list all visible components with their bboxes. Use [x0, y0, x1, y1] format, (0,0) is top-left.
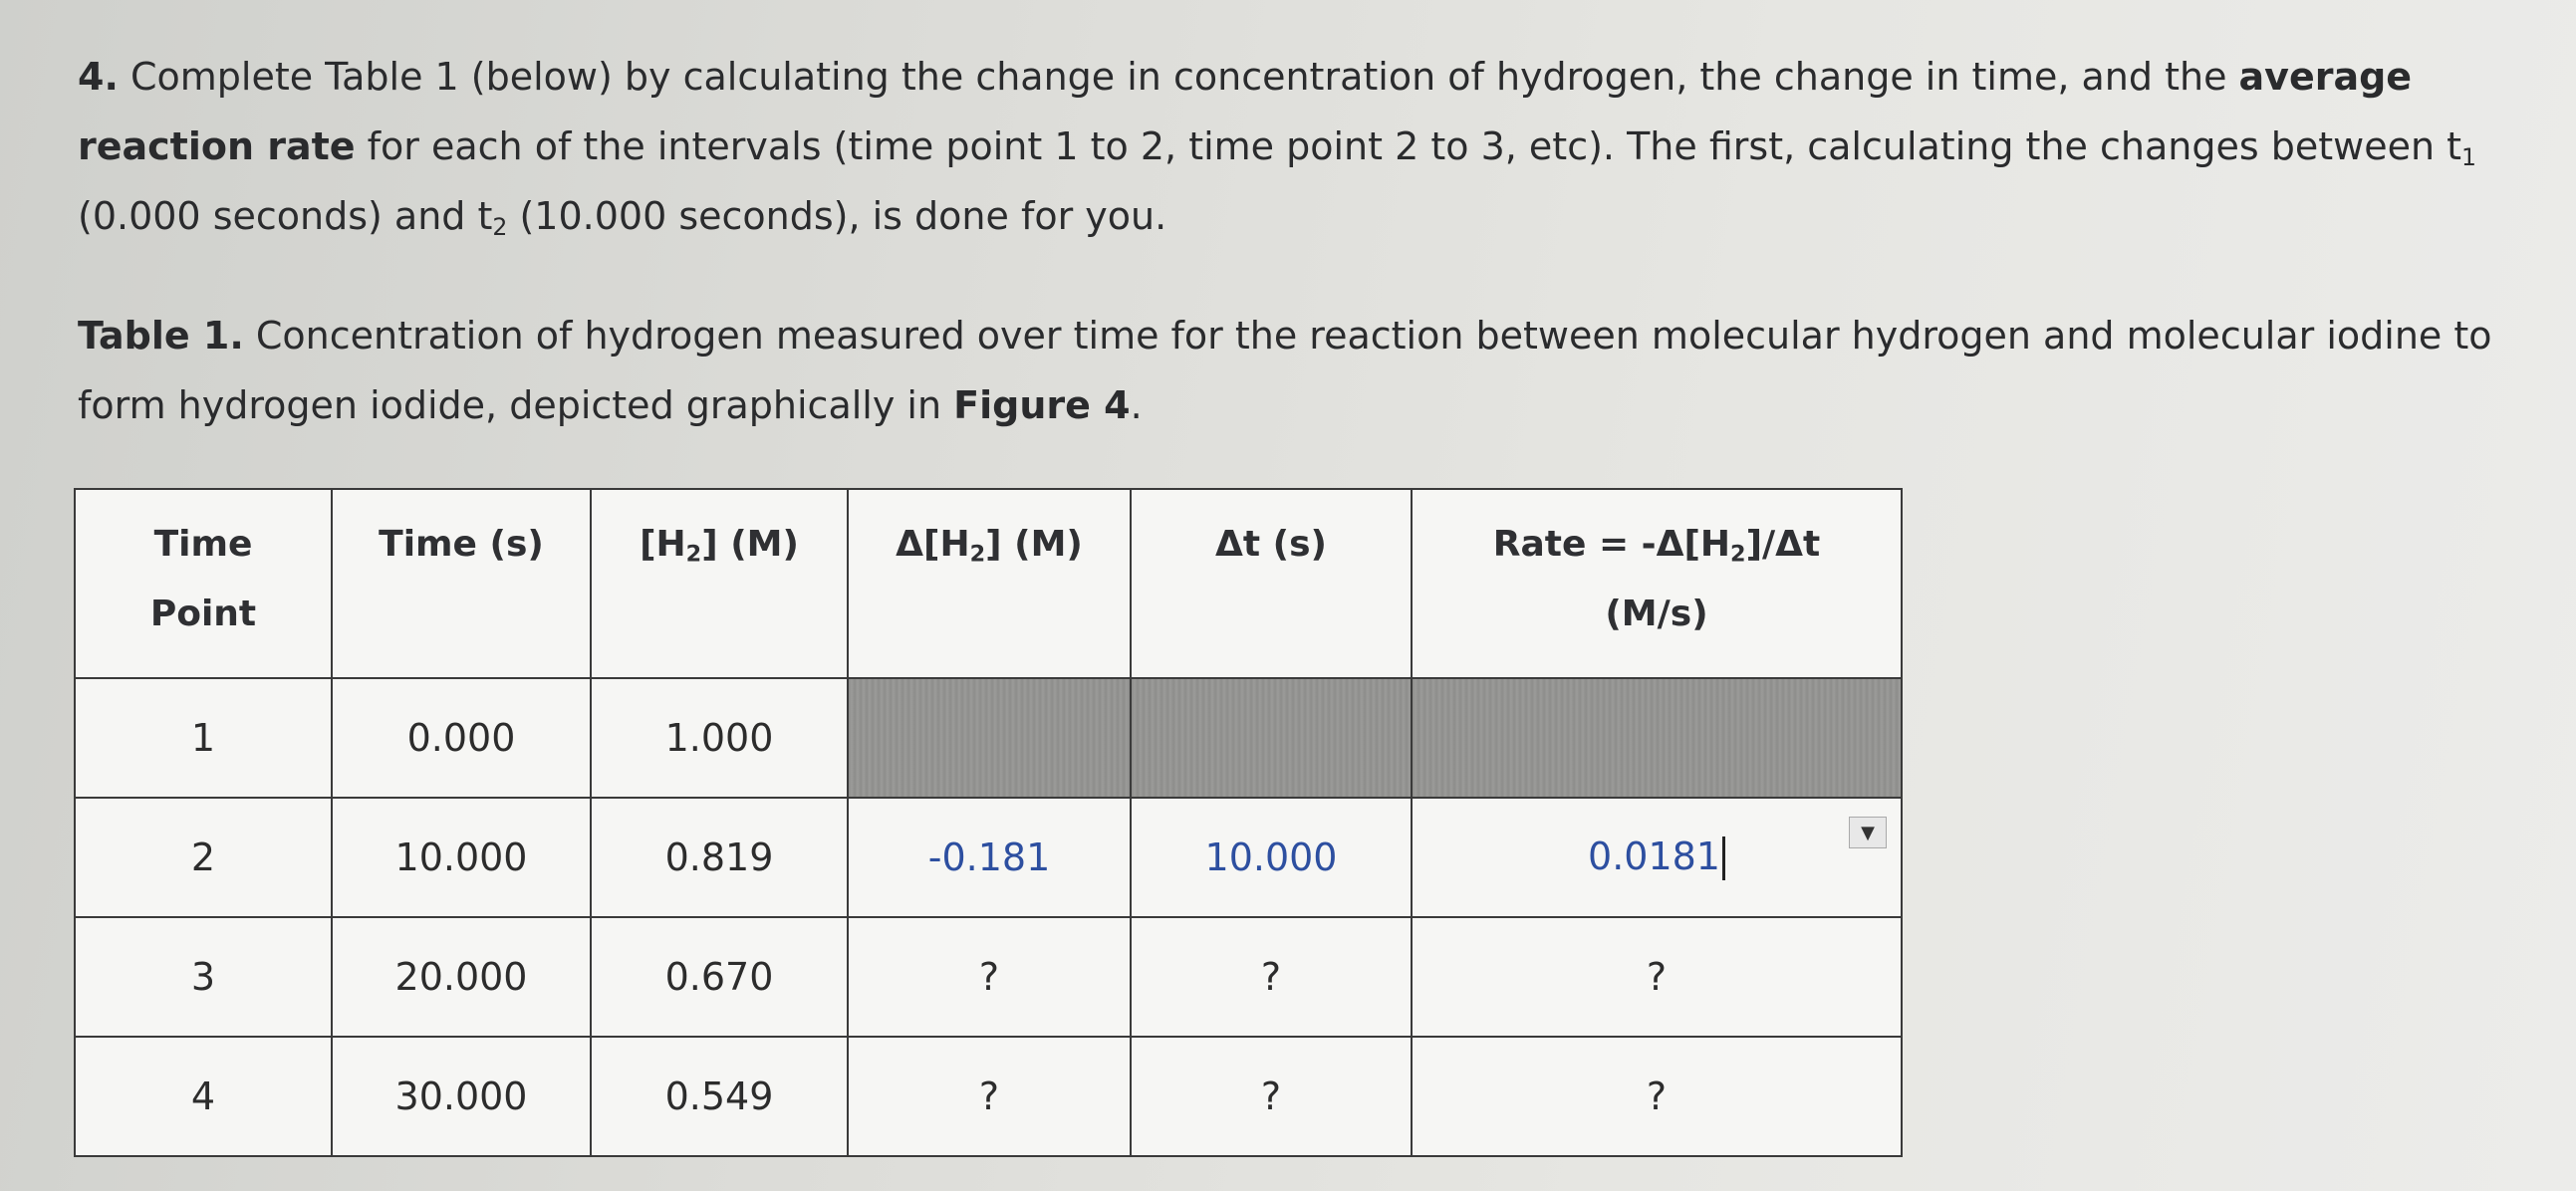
input-rate[interactable]: ? [1412, 917, 1902, 1037]
question-text: 4. Complete Table 1 (below) by calculating the change in concentration of hydrogen, the change in time, and the average reaction rate for each of the intervals (time point 1 to 2, time point 2 to 3, etc). The first, calculating the changes between $t_1$ (0.000 seconds) and $t_2$ (10.000 seconds), is done for you. [78, 55, 2476, 241]
cell-time: 10.000 [332, 798, 591, 917]
header-delta-h2: $\Delta[H_2]$ (M) [848, 489, 1131, 678]
cell-delta-t-shaded [1131, 678, 1412, 798]
input-delta-t[interactable]: ? [1131, 917, 1412, 1037]
cell-h2: 0.549 [591, 1037, 848, 1156]
cell-time: 30.000 [332, 1037, 591, 1156]
input-rate-value[interactable]: 0.0181 [1588, 834, 1720, 878]
figure-reference: Figure 4 [953, 383, 1131, 427]
cell-delta-h2-shaded [848, 678, 1131, 798]
input-rate-cell[interactable] [1412, 798, 1902, 917]
cell-time-point: 2 [75, 798, 332, 917]
table-row [75, 678, 1902, 798]
cell-rate-shaded [1412, 678, 1902, 798]
table-container [74, 488, 1903, 1157]
input-rate[interactable]: ? [1412, 1037, 1902, 1156]
dropdown-arrow-icon[interactable]: ▼ [1849, 817, 1887, 848]
cell-time-point: 3 [75, 917, 332, 1037]
input-delta-h2[interactable]: ? [848, 917, 1131, 1037]
table-row [75, 917, 1902, 1037]
table-caption: Table 1. Concentration of hydrogen measured over time for the reaction between molecular hydrogen and molecular iodine to form hydrogen iodide, depicted graphically in Figure 4. [78, 314, 2492, 427]
input-delta-t[interactable]: ? [1131, 1037, 1412, 1156]
header-h2-concentration: $[H_2]$ (M) [591, 489, 848, 678]
header-rate: Rate = $-\Delta[H_2]/\Delta t$ (M/s) [1412, 489, 1902, 678]
cell-h2: 0.819 [591, 798, 848, 917]
input-delta-h2[interactable]: ? [848, 1037, 1131, 1156]
input-delta-h2[interactable]: -0.181 [848, 798, 1131, 917]
table-row [75, 1037, 1902, 1156]
header-time: Time (s) [332, 489, 591, 678]
input-delta-t[interactable]: 10.000 [1131, 798, 1412, 917]
header-time-point: Time Point [75, 489, 332, 678]
cell-h2: 0.670 [591, 917, 848, 1037]
table-label: Table 1. [78, 314, 244, 357]
cell-time: 20.000 [332, 917, 591, 1037]
cell-time-point: 4 [75, 1037, 332, 1156]
header-row [75, 489, 1902, 678]
cell-time: 0.000 [332, 678, 591, 798]
cell-time-point: 1 [75, 678, 332, 798]
cell-h2: 1.000 [591, 678, 848, 798]
text-caret [1722, 836, 1725, 880]
header-delta-t: Δt (s) [1131, 489, 1412, 678]
question-number: 4. [78, 55, 119, 99]
data-table [74, 488, 1903, 1157]
table-row [75, 798, 1902, 917]
